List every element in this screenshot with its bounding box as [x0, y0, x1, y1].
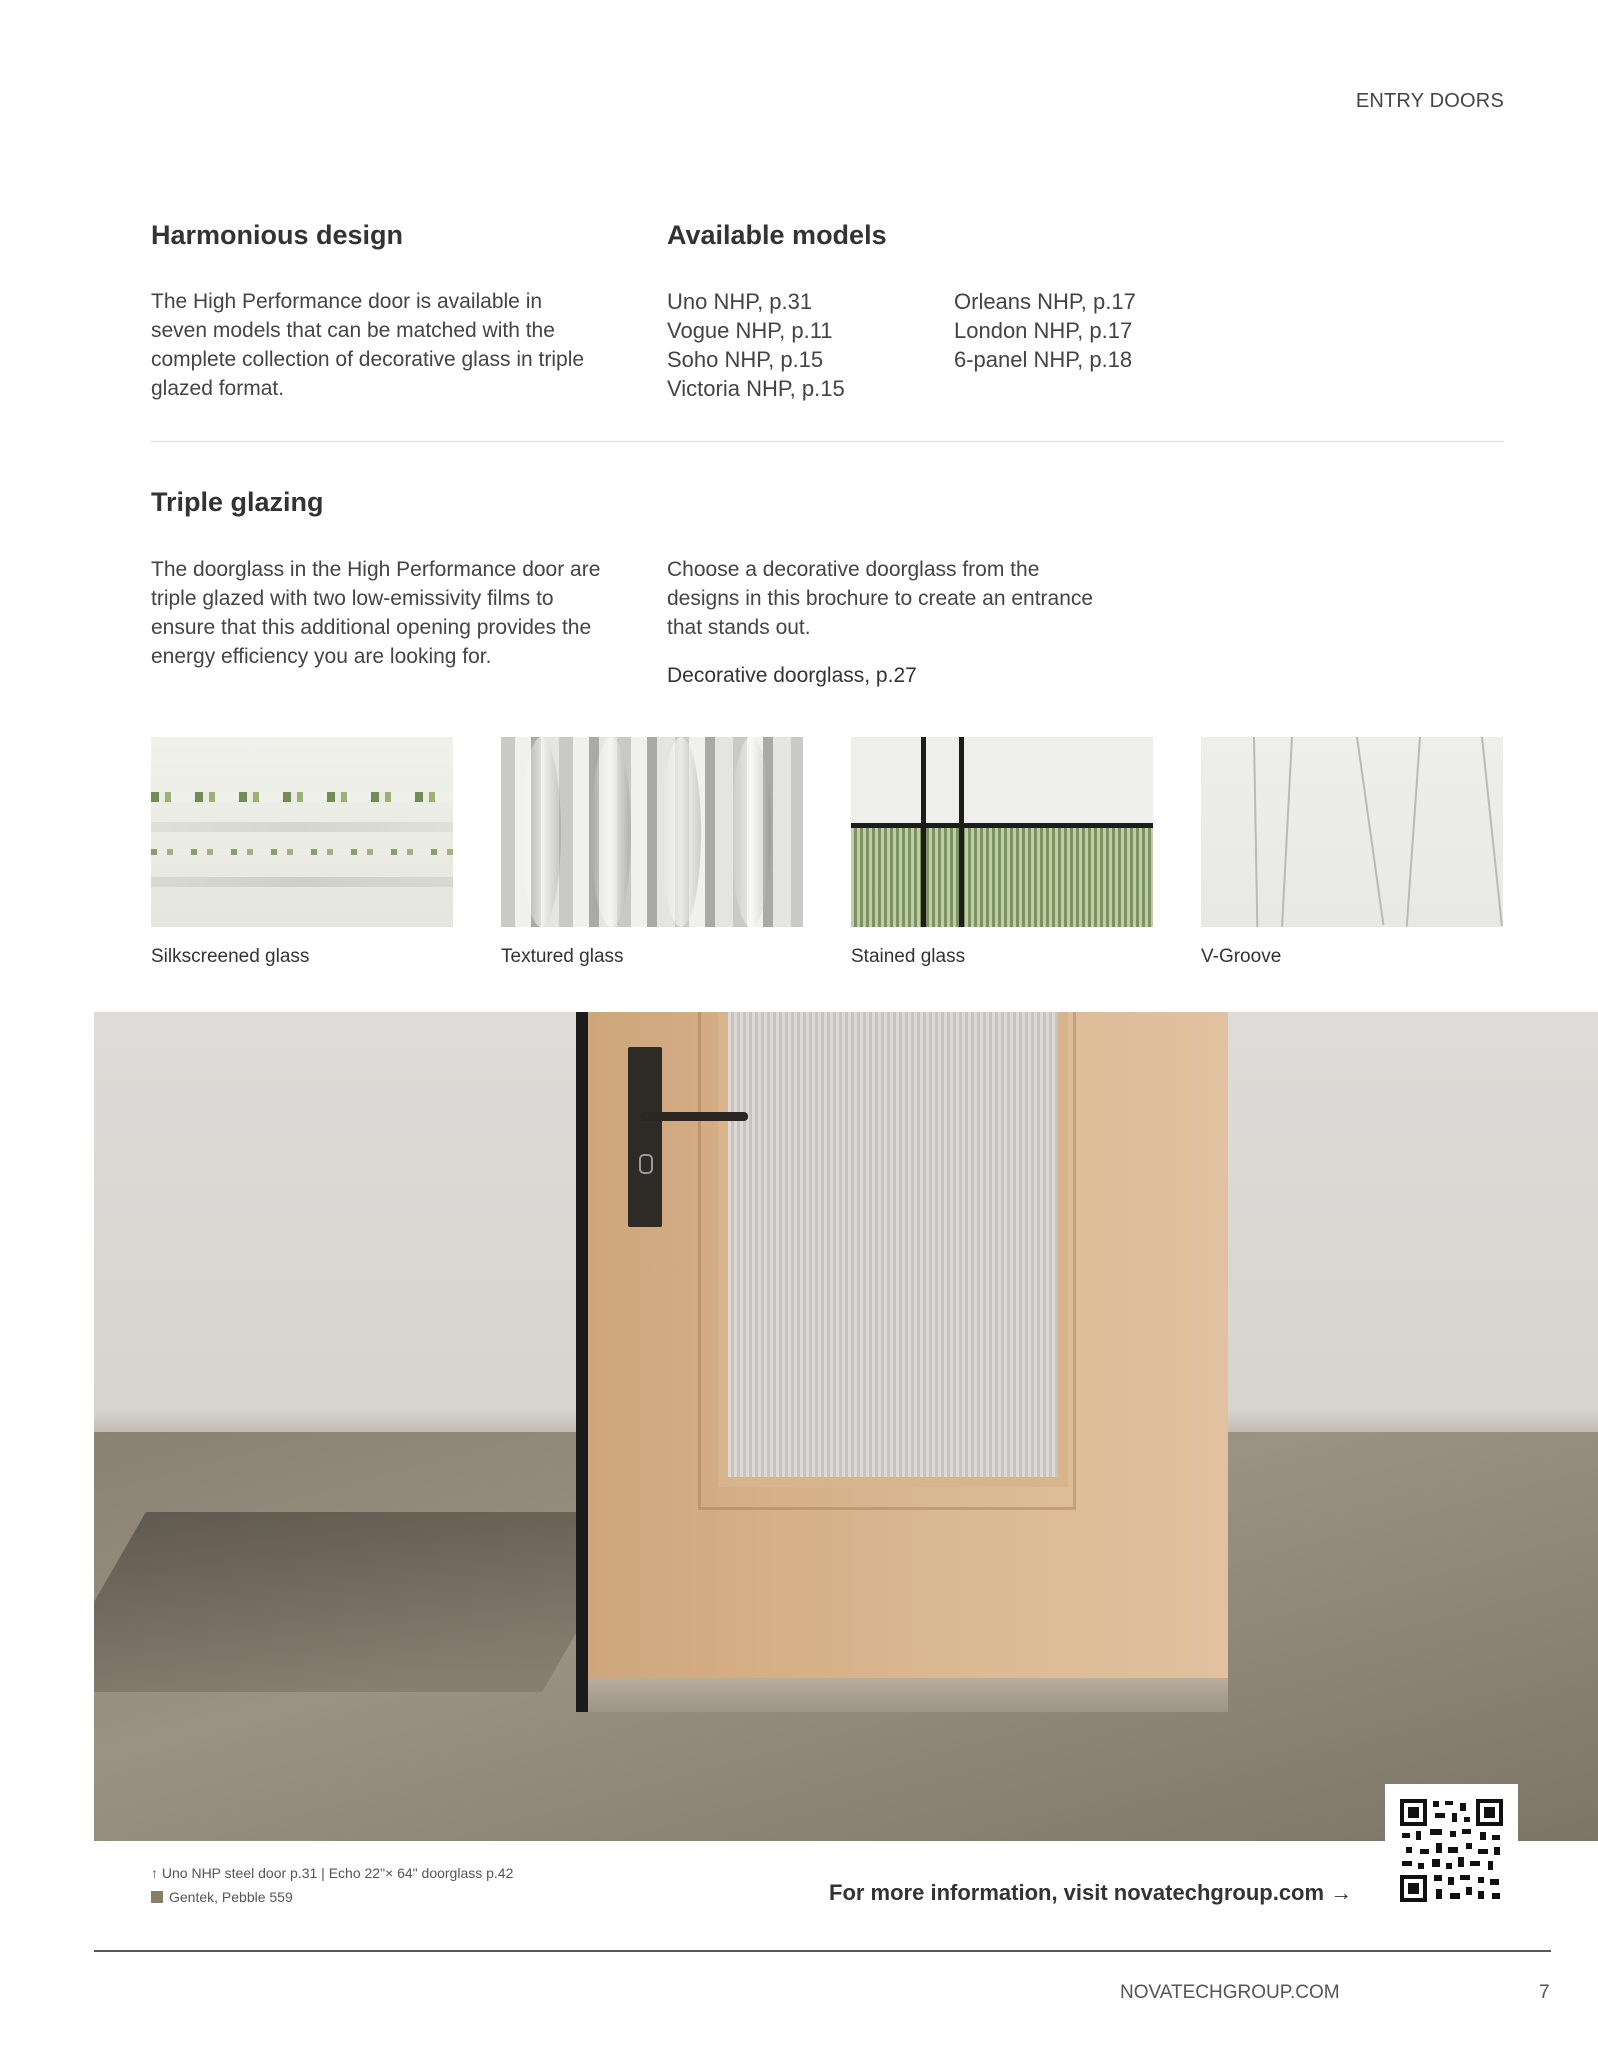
model-item: Soho NHP, p.15 — [667, 347, 824, 372]
page-number: 7 — [1539, 1982, 1550, 2003]
stained-glass-image — [851, 737, 1153, 927]
color-name: Gentek, Pebble 559 — [169, 1889, 293, 1905]
models-list-left — [667, 287, 845, 403]
model-item: Vogue NHP, p.11 — [667, 318, 833, 343]
triple-glazing-text: The doorglass in the High Performance door are triple glazed with two low-emissivity films to ensure that this additional opening provides the energy efficiency you are looking for. — [151, 558, 601, 668]
section-label: ENTRY DOORS — [1355, 90, 1504, 112]
choose-doorglass-text: Choose a decorative doorglass from the designs in this brochure to create an entrance that stands out. — [667, 558, 1094, 639]
photo-caption-door: ↑ Uno NHP steel door p.31 | Echo 22"× 64" doorglass p.42 — [151, 1865, 514, 1881]
glass-caption-v-groove: V-Groove — [1201, 946, 1282, 967]
door — [576, 1012, 1228, 1712]
model-item: London NHP, p.17 — [954, 318, 1133, 343]
model-item: Victoria NHP, p.15 — [667, 376, 845, 401]
harmonious-design-text: The High Performance door is available in seven models that can be matched with the complete collection of decorative glass in triple glazed format. — [151, 290, 585, 400]
decorative-doorglass-link[interactable]: Decorative doorglass, p.27 — [667, 664, 917, 687]
harmonious-design-heading: Harmonious design — [151, 220, 404, 250]
model-item: Uno NHP, p.31 — [667, 289, 813, 314]
door-glass — [718, 1012, 1068, 1487]
qr-code[interactable] — [1385, 1784, 1518, 1917]
glass-caption-stained: Stained glass — [851, 946, 966, 967]
footer-website[interactable]: NOVATECHGROUP.COM — [1120, 1982, 1340, 2003]
door-handle-icon — [628, 1047, 662, 1227]
photo-caption-color — [151, 1889, 293, 1905]
section-divider — [151, 441, 1504, 442]
silkscreened-glass-image — [151, 737, 453, 927]
available-models-heading: Available models — [667, 220, 887, 250]
triple-glazing-heading: Triple glazing — [151, 487, 324, 517]
models-list-right — [954, 287, 1136, 374]
color-swatch — [151, 1891, 163, 1903]
v-groove-glass-image — [1201, 737, 1503, 927]
footer-divider — [94, 1950, 1551, 1952]
glass-caption-silkscreened: Silkscreened glass — [151, 946, 310, 967]
glass-caption-textured: Textured glass — [501, 946, 624, 967]
textured-glass-image — [501, 737, 803, 927]
model-item: 6-panel NHP, p.18 — [954, 347, 1133, 372]
model-item: Orleans NHP, p.17 — [954, 289, 1136, 314]
more-info-link[interactable]: For more information, visit novatechgroup.com → — [829, 1880, 1353, 1905]
door-photo — [94, 1012, 1598, 1841]
